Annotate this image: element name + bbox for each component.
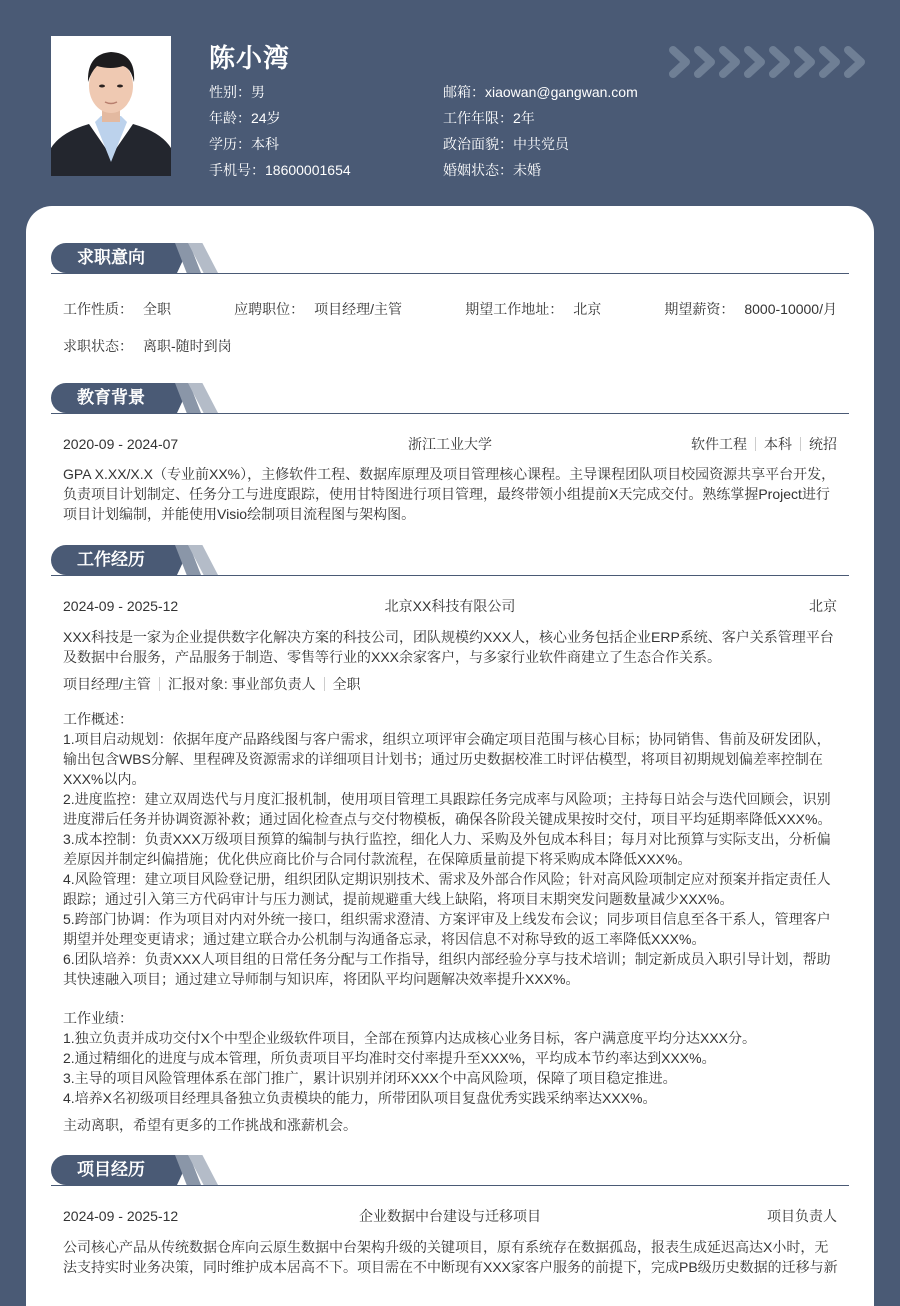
work-location: 北京 — [809, 598, 837, 614]
degree-tag: 本科 — [764, 436, 792, 452]
enrollment-tag: 统招 — [809, 436, 837, 452]
achievement-item: 3.主导的项目风险管理体系在部门推广，累计识别并闭环XXX个中高风险项，保障了项目稳定推进。 — [63, 1070, 677, 1086]
info-label: 政治面貌： — [443, 136, 513, 152]
chevron-right-icon — [718, 42, 743, 82]
info-value: 24岁 — [251, 110, 281, 126]
work-achievements — [63, 1008, 839, 1108]
achievement-item: 2.通过精细化的进度与成本管理，所负责项目平均准时交付率提升至XXX%，平均成本节约率达到XXX%。 — [63, 1050, 716, 1066]
major-tag: 软件工程 — [691, 436, 747, 452]
info-marital-status — [443, 160, 638, 186]
chevron-right-icon — [818, 42, 843, 82]
info-label: 工作年限： — [443, 110, 513, 126]
achievement-item: 4.培养X名初级项目经理具备独立负责模块的能力，所带团队项目复盘优秀实践采纳率达XXX%。 — [63, 1090, 657, 1106]
section-title: 工作经历 — [51, 545, 177, 575]
leave-reason: 主动离职，希望有更多的工作挑战和涨薪机会。 — [63, 1117, 357, 1133]
basic-info-right — [443, 82, 638, 186]
info-label: 邮箱： — [443, 84, 485, 100]
divider — [755, 437, 756, 451]
school-name: 浙江工业大学 — [408, 436, 492, 452]
info-label: 手机号： — [209, 162, 265, 178]
info-label: 年龄： — [209, 110, 251, 126]
info-value: 本科 — [251, 136, 279, 152]
section-header-project — [51, 1155, 849, 1186]
work-overview — [63, 709, 839, 989]
intent-position — [234, 299, 402, 319]
work-entry-header — [63, 596, 837, 616]
info-label: 婚姻状态： — [443, 162, 513, 178]
work-tags — [63, 674, 839, 694]
field-label: 期望工作地址： — [465, 301, 564, 317]
section-header-education — [51, 383, 849, 414]
chevron-right-icon — [693, 42, 718, 82]
section-title: 项目经历 — [51, 1155, 177, 1185]
intent-job-type — [63, 299, 171, 319]
info-value: 男 — [251, 84, 265, 100]
candidate-name: 陈小湾 — [209, 43, 291, 73]
project-period: 2024-09 - 2025-12 — [63, 1208, 179, 1224]
basic-info-left — [209, 82, 351, 186]
company-name: 北京XX科技有限公司 — [384, 598, 516, 614]
project-description: 公司核心产品从传统数据仓库向云原生数据中台架构升级的关键项目，原有系统存在数据孤岛，报表生成延迟高达X小时，无法支持实时业务决策，同时维护成本居高不下。项目需在不中断现有XXX家客户服务的前提下，完成PB级历史数据的迁移与新 — [63, 1239, 838, 1275]
intent-location — [465, 299, 601, 319]
overview-item: 6.团队培养：负责XXX人项目组的日常任务分配与工作指导，组织内部经验分享与技术培训；制定新成员入职引导计划，帮助其快速融入项目；通过建立导师制与知识库，将团队平均问题解决效率提升XXX%。 — [63, 951, 831, 987]
info-value: 2年 — [513, 110, 535, 126]
section-title: 求职意向 — [51, 243, 177, 273]
chevron-right-icon — [743, 42, 768, 82]
field-value: 项目经理/主管 — [314, 301, 403, 317]
info-label: 性别： — [209, 84, 251, 100]
field-value: 8000-10000/月 — [744, 301, 837, 317]
info-political-status — [443, 134, 638, 160]
info-value: xiaowan@gangwan.com — [485, 84, 638, 100]
education-period: 2020-09 - 2024-07 — [63, 436, 179, 452]
overview-item: 2.进度监控：建立双周迭代与月度汇报机制，使用项目管理工具跟踪任务完成率与风险项；主持每日站会与迭代回顾会，识别进度滞后任务并协调资源补救；通过固化检查点与交付物模板，确保各阶段关键成果按时交付，项目平均延期率降低XXX%。 — [63, 791, 832, 827]
chevron-right-icon — [668, 42, 693, 82]
project-role: 项目负责人 — [767, 1208, 837, 1224]
education-description: GPA X.XX/X.X（专业前XX%），主修软件工程、数据库原理及项目管理核心课程。主导课程团队项目校园资源共享平台开发，负责项目计划制定、任务分工与进度跟踪，使用甘特图进行项目管理，最终带领小组提前X天完成交付。熟练掌握Project进行项目计划编制，并能使用Visio绘制项目流程图与架构图。 — [63, 466, 836, 522]
chevron-right-icon — [768, 42, 793, 82]
intent-salary — [664, 299, 837, 319]
field-label: 期望薪资： — [664, 301, 735, 317]
info-value: 中共党员 — [513, 136, 569, 152]
info-gender — [209, 82, 351, 108]
section-title: 教育背景 — [51, 383, 177, 413]
resume-body — [26, 206, 874, 1306]
report-to-tag: 汇报对象: 事业部负责人 — [167, 676, 316, 692]
education-entry-header — [63, 434, 837, 454]
education-tags — [691, 434, 837, 454]
info-email — [443, 82, 638, 108]
divider — [800, 437, 801, 451]
field-label: 应聘职位： — [234, 301, 305, 317]
field-value: 全职 — [143, 301, 171, 317]
project-name: 企业数据中台建设与迁移项目 — [359, 1208, 541, 1224]
section-header-intent — [51, 243, 849, 274]
resume-header — [0, 0, 900, 210]
achievement-item: 1.独立负责并成功交付X个中型企业级软件项目，全部在预算内达成核心业务目标，客户满意度平均分达XXX分。 — [63, 1030, 757, 1046]
overview-item: 1.项目启动规划：依据年度产品路线图与客户需求，组织立项评审会确定项目范围与核心目标；协同销售、售前及研发团队，输出包含WBS分解、里程碑及资源需求的详细项目计划书；通过历史数据校准工时评估模型，将项目初期规划偏差率控制在XXX%以内。 — [63, 731, 831, 787]
job-title-tag: 项目经理/主管 — [63, 676, 151, 692]
field-label: 求职状态： — [63, 338, 133, 354]
section-header-work — [51, 545, 849, 576]
chevron-right-icon — [793, 42, 818, 82]
overview-item: 3.成本控制：负责XXX万级项目预算的编制与执行监控，细化人力、采购及外包成本科目；每月对比预算与实际支出，分析偏差原因并制定纠偏措施；优化供应商比价与合同付款流程，在保障质量前提下将采购成本降低XXX%。 — [63, 831, 831, 867]
field-value: 离职-随时到岗 — [143, 338, 232, 354]
overview-title: 工作概述： — [63, 711, 133, 727]
info-value: 未婚 — [513, 162, 541, 178]
achievements-title: 工作业绩： — [63, 1010, 133, 1026]
info-label: 学历： — [209, 136, 251, 152]
intent-row-2 — [63, 336, 837, 356]
intent-row — [63, 299, 837, 319]
company-intro: XXX科技是一家为企业提供数字化解决方案的科技公司，团队规模约XXX人，核心业务包括企业ERP系统、客户关系管理平台及数据中台服务，产品服务于制造、零售等行业的XXX余家客户，与多家行业软件商建立了生态合作关系。 — [63, 629, 834, 665]
work-period: 2024-09 - 2025-12 — [63, 598, 179, 614]
overview-item: 5.跨部门协调：作为项目对内对外统一接口，组织需求澄清、方案评审及上线发布会议；同步项目信息至各干系人，管理客户期望并处理变更请求；通过建立联合办公机制与沟通备忘录，将因信息不对称导致的返工率降低XXX%。 — [63, 911, 831, 947]
divider — [159, 677, 160, 691]
info-phone — [209, 160, 351, 186]
field-label: 工作性质： — [63, 301, 133, 317]
divider — [324, 677, 325, 691]
profile-photo — [51, 36, 171, 176]
avatar-portrait-icon — [51, 36, 171, 176]
decorative-chevrons — [668, 42, 868, 82]
overview-item: 4.风险管理：建立项目风险登记册，组织团队定期识别技术、需求及外部合作风险；针对高风险项制定应对预案并指定责任人跟踪；通过引入第三方代码审计与压力测试，提前规避重大线上缺陷，将项目末期突发问题数量减少XXX%。 — [63, 871, 831, 907]
project-entry-header — [63, 1206, 837, 1226]
info-value: 18600001654 — [265, 162, 351, 178]
employment-type-tag: 全职 — [332, 676, 361, 692]
intent-status — [63, 336, 232, 356]
field-value: 北京 — [573, 301, 602, 317]
info-age — [209, 108, 351, 134]
info-work-years — [443, 108, 638, 134]
info-education — [209, 134, 351, 160]
chevron-right-icon — [843, 42, 868, 82]
